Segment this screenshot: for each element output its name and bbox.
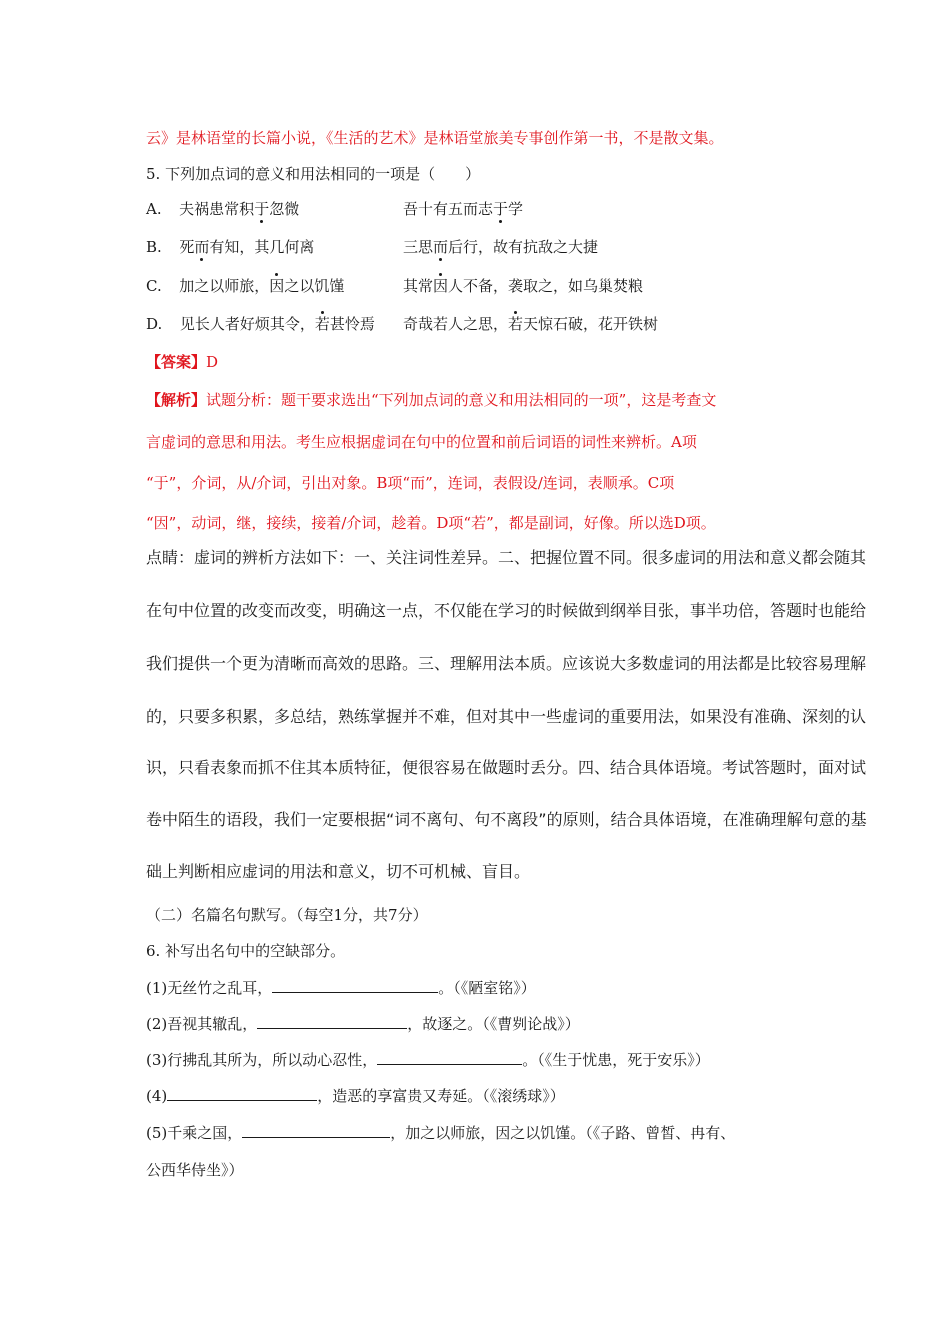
dotted-word: 而 xyxy=(194,238,210,256)
option-text: 奇哉若人之思， xyxy=(403,315,509,333)
dotted-word: 因 xyxy=(433,277,449,295)
option-text: 人不备，袭取之，如乌巢焚粮 xyxy=(448,277,644,295)
fill-item-text: ，造恶的享富贵又寿延。（《滚绣球》） xyxy=(317,1087,565,1105)
analysis-line-2: 言虚词的意思和用法。考生应根据虚词在句中的位置和前后词语的词性来辨析。A项 xyxy=(146,433,697,451)
dotted-word: 若 xyxy=(508,315,524,333)
option-text: 死 xyxy=(179,238,195,256)
fill-item-text: (2)吾视其辙乱， xyxy=(146,1015,258,1033)
analysis-line-1 xyxy=(146,390,716,410)
option-label: A. xyxy=(146,200,162,218)
option-d-left xyxy=(146,314,375,334)
fill-item-5-continued: 公西华侍坐》） xyxy=(146,1161,244,1179)
option-label: C. xyxy=(146,277,162,295)
option-text: 天惊石破，花开铁树 xyxy=(523,315,659,333)
dotted-word: 若 xyxy=(314,315,330,333)
fill-item-2 xyxy=(146,1014,580,1034)
dotted-word: 于 xyxy=(254,200,270,218)
option-text: 甚怜焉 xyxy=(329,315,375,333)
tip-line-4: 的，只要多积累，多总结，熟练掌握并不难，但对其中一些虚词的重要用法，如果没有准确、深刻的认 xyxy=(146,707,867,726)
previous-analysis-tail: 云》是林语堂的长篇小说，《生活的艺术》是林语堂旅美专事创作第一书，不是散文集。 xyxy=(146,129,724,147)
option-text: 有知，其几何离 xyxy=(209,238,315,256)
tip-line-6: 卷中陌生的语段，我们一定要根据“词不离句、句不离段”的原则，结合具体语境，在准确理解句意的基 xyxy=(146,810,867,829)
analysis-line-4: “因”，动词，继，接续，接着/介词，趁着。D项“若”，都是副词，好像。所以选D项。 xyxy=(146,514,716,532)
fill-item-text: ，加之以师旅，因之以饥馑。（《子路、曾皙、冉有、 xyxy=(390,1124,736,1142)
tip-line-2: 在句中位置的改变而改变，明确这一点，不仅能在学习的时候做到纲举目张，事半功倍，答题时也能给 xyxy=(146,601,867,620)
analysis-line-3: “于”，介词，从/介词，引出对象。B项“而”，连词，表假设/连词，表顺承。C项 xyxy=(146,474,675,492)
section-heading: （二）名篇名句默写。（每空1分，共7分） xyxy=(146,906,428,924)
answer-value: D xyxy=(206,353,219,371)
option-text: 三思 xyxy=(403,238,434,256)
option-text: 后行，故有抗敌之大捷 xyxy=(448,238,599,256)
fill-item-text: (4) xyxy=(146,1087,168,1105)
option-text: 学 xyxy=(508,200,524,218)
option-d-right xyxy=(403,314,658,334)
option-label: B. xyxy=(146,238,162,256)
option-text: 加之以师旅， xyxy=(179,277,270,295)
fill-item-text: 。（《生于忧患，死于安乐》） xyxy=(522,1051,710,1069)
option-text: 忽微 xyxy=(269,200,300,218)
answer-blank[interactable] xyxy=(242,1123,390,1138)
answer-blank[interactable] xyxy=(257,1014,407,1029)
option-text: 吾十有五而志 xyxy=(403,200,494,218)
fill-item-text: 。（《陋室铭》） xyxy=(438,979,536,997)
answer-line xyxy=(146,352,218,372)
answer-tag: 【答案】 xyxy=(146,353,207,371)
option-b-left xyxy=(146,237,314,257)
question-5-stem: 5. 下列加点词的意义和用法相同的一项是（ ） xyxy=(146,165,481,183)
answer-blank[interactable] xyxy=(272,978,438,993)
dotted-word: 而 xyxy=(433,238,449,256)
fill-item-1 xyxy=(146,978,536,998)
option-b-right xyxy=(403,237,598,257)
answer-blank[interactable] xyxy=(377,1050,522,1065)
option-c-left xyxy=(146,276,344,296)
option-text: 见长人者好烦其令， xyxy=(179,315,315,333)
option-a-left xyxy=(146,199,299,219)
tip-line-5: 识，只看表象而抓不住其本质特征，便很容易在做题时丢分。四、结合具体语境。考试答题时，面对试 xyxy=(146,758,867,777)
fill-item-5 xyxy=(146,1123,735,1143)
fill-item-text: (3)行拂乱其所为，所以动心忍性， xyxy=(146,1051,378,1069)
option-a-right xyxy=(403,199,523,219)
option-text: 其常 xyxy=(403,277,434,295)
option-text: 之以饥馑 xyxy=(284,277,345,295)
analysis-text: 试题分析：题干要求选出“下列加点词的意义和用法相同的一项”，这是考查文 xyxy=(206,391,717,409)
option-text: 夫祸患常积 xyxy=(179,200,255,218)
fill-item-text: (1)无丝竹之乱耳， xyxy=(146,979,273,997)
tip-line-3: 我们提供一个更为清晰而高效的思路。三、理解用法本质。应该说大多数虚词的用法都是比较容易理解 xyxy=(146,654,867,673)
analysis-tag: 【解析】 xyxy=(146,391,207,409)
fill-item-text: ，故逐之。（《曹刿论战》） xyxy=(407,1015,580,1033)
tip-line-1: 点睛：虚词的辨析方法如下：一、关注词性差异。二、把握位置不同。很多虚词的用法和意义都会随其 xyxy=(146,548,867,567)
question-6-stem: 6. 补写出名句中的空缺部分。 xyxy=(146,942,346,960)
dotted-word: 于 xyxy=(493,200,509,218)
fill-item-4 xyxy=(146,1086,565,1106)
dotted-word: 因 xyxy=(269,277,285,295)
tip-line-7: 础上判断相应虚词的用法和意义，切不可机械、盲目。 xyxy=(146,862,531,881)
fill-item-3 xyxy=(146,1050,710,1070)
option-label: D. xyxy=(146,315,163,333)
answer-blank[interactable] xyxy=(167,1086,317,1101)
fill-item-text: (5)千乘之国， xyxy=(146,1124,243,1142)
option-c-right xyxy=(403,276,643,296)
